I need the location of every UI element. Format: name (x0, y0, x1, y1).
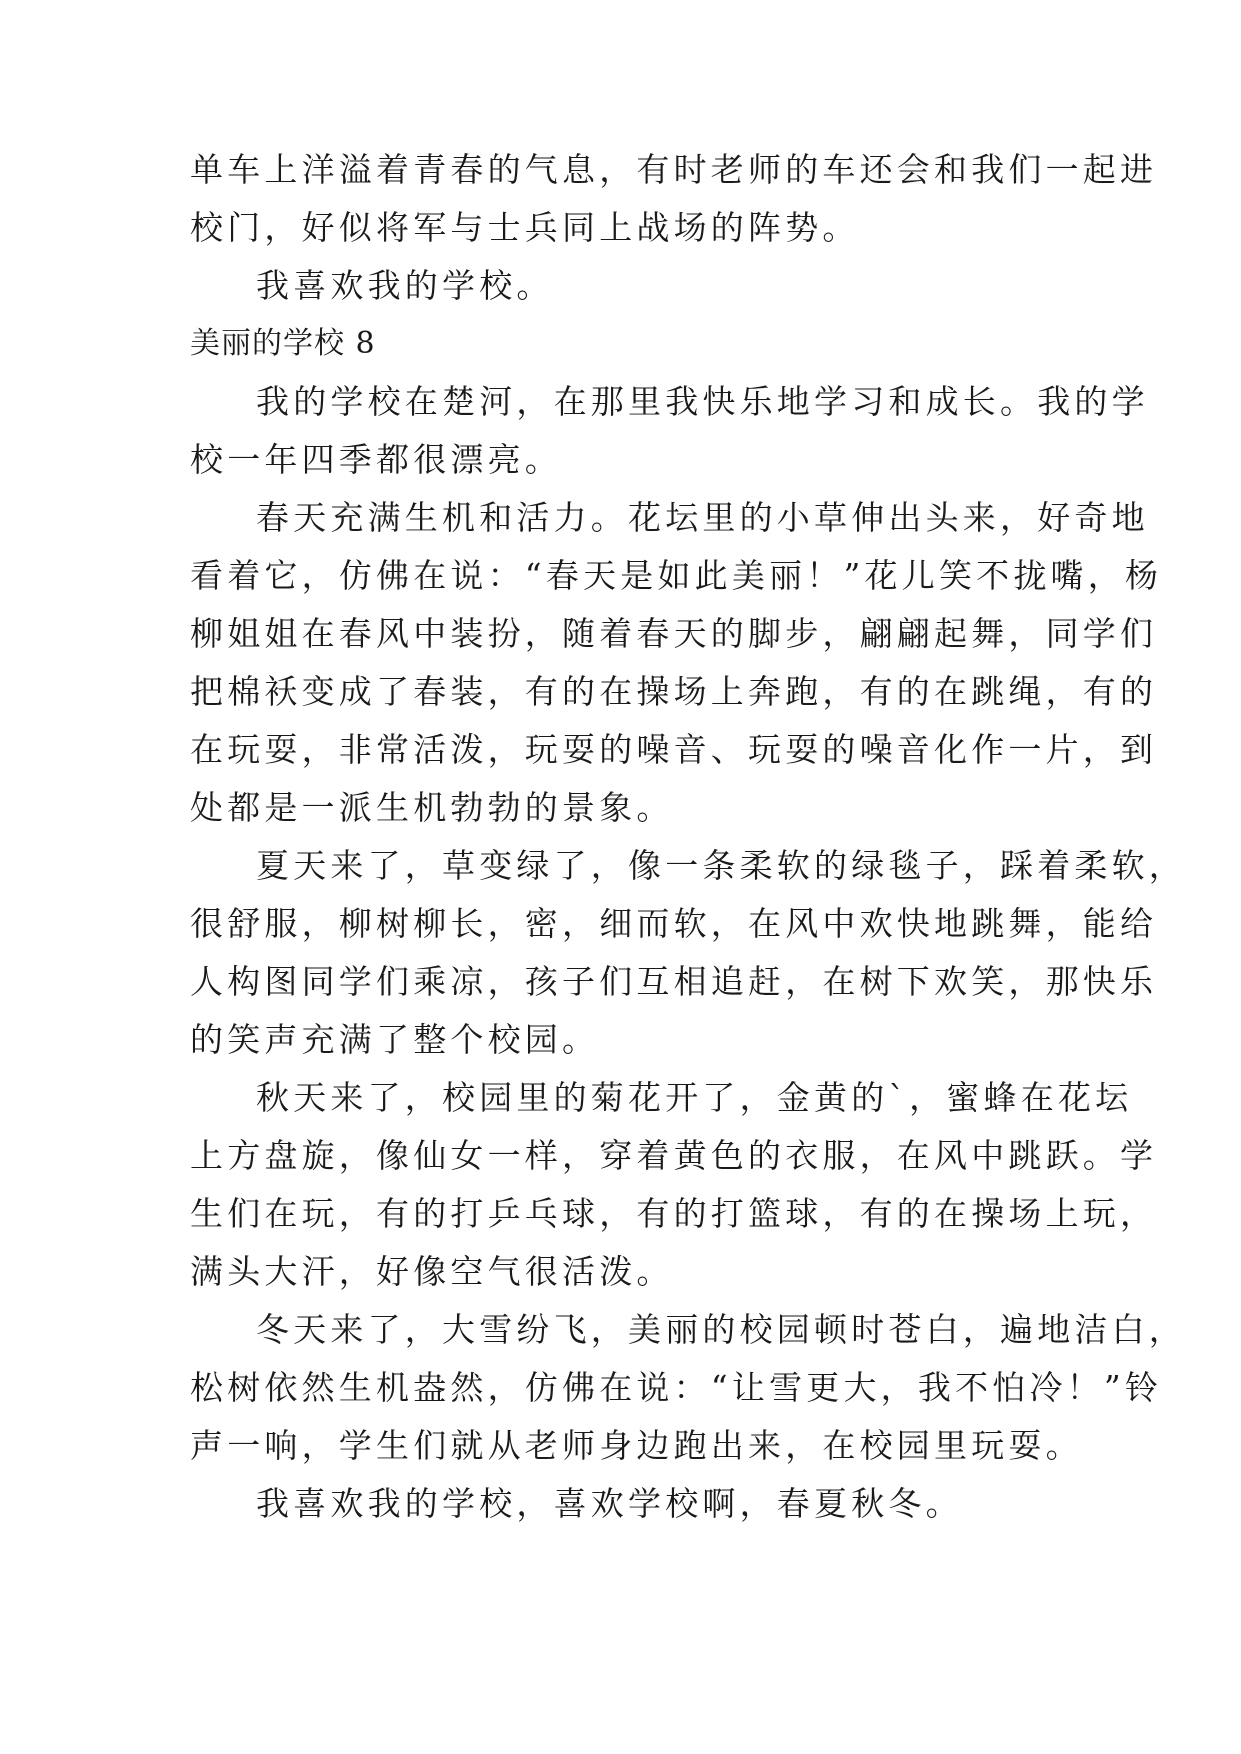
text-line: 人构图同学们乘凉，孩子们互相追赶，在树下欢笑，那快乐 (190, 962, 1158, 1001)
section-title: 美丽的学校 8 (190, 326, 376, 361)
text-line: 满头大汗，好像空气很活泼。 (190, 1252, 674, 1291)
text-line: 在玩耍，非常活泼，玩耍的噪音、玩耍的噪音化作一片，到 (190, 730, 1158, 769)
paragraph-line: 夏天来了，草变绿了，像一条柔软的绿毯子，踩着柔软， (256, 846, 1186, 885)
text-line: 柳姐姐在春风中装扮，随着春天的脚步，翩翩起舞，同学们 (190, 614, 1158, 653)
text-line: 的笑声充满了整个校园。 (190, 1020, 600, 1059)
paragraph-line: 我喜欢我的学校。 (256, 266, 554, 305)
paragraph-line: 春天充满生机和活力。花坛里的小草伸出头来，好奇地 (256, 498, 1149, 537)
text-line: 校门，好似将军与士兵同上战场的阵势。 (190, 208, 860, 247)
text-line: 很舒服，柳树柳长，密，细而软，在风中欢快地跳舞，能给 (190, 904, 1158, 943)
text-line: 把棉袄变成了春装，有的在操场上奔跑，有的在跳绳，有的 (190, 672, 1158, 711)
text-line: 声一响，学生们就从老师身边跑出来，在校园里玩耍。 (190, 1426, 1083, 1465)
paragraph-line: 秋天来了，校园里的菊花开了，金黄的`，蜜蜂在花坛 (256, 1078, 1133, 1117)
text-line: 单车上洋溢着青春的气息，有时老师的车还会和我们一起进 (190, 150, 1158, 189)
text-line: 处都是一派生机勃勃的景象。 (190, 788, 674, 827)
text-line: 松树依然生机盎然，仿佛在说：“让雪更大，我不怕冷！”铃 (190, 1368, 1163, 1407)
text-line: 生们在玩，有的打乒乓球，有的打篮球，有的在操场上玩， (190, 1194, 1158, 1233)
paragraph-line: 冬天来了，大雪纷飞，美丽的校园顿时苍白，遍地洁白， (256, 1310, 1186, 1349)
text-line: 校一年四季都很漂亮。 (190, 440, 562, 479)
text-line: 上方盘旋，像仙女一样，穿着黄色的衣服，在风中跳跃。学 (190, 1136, 1158, 1175)
paragraph-line: 我的学校在楚河，在那里我快乐地学习和成长。我的学 (256, 382, 1149, 421)
paragraph-line: 我喜欢我的学校，喜欢学校啊，春夏秋冬。 (256, 1484, 963, 1523)
text-line: 看着它，仿佛在说：“春天是如此美丽！”花儿笑不拢嘴，杨 (190, 556, 1163, 595)
